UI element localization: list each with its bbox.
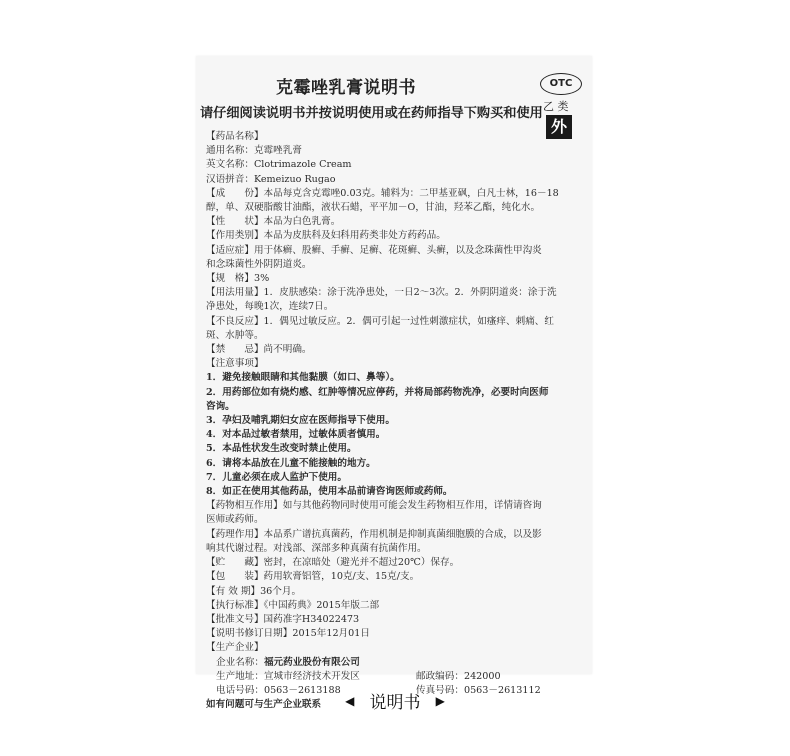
company-address-line: [206, 670, 590, 684]
otc-mark: OTC: [540, 73, 582, 95]
pager-label: 说明书: [369, 693, 421, 713]
warning-line: 咨询。: [206, 400, 235, 412]
address-label: 生产地址：: [216, 670, 264, 682]
text-line: 【药理作用】本品系广谱抗真菌药，作用机制是抑制真菌细胞膜的合成，以及影: [206, 528, 542, 540]
text-line: 和念珠菌性外阴阴道炎。: [206, 258, 312, 270]
section-heading: 【生产企业】: [206, 642, 264, 654]
company-name-label: 企业名称：: [216, 656, 264, 668]
text-line: 【规 格】3%: [206, 273, 270, 285]
instruction-body: [206, 130, 590, 712]
text-line: 【包 装】药用软膏铝管，10克/支、15克/支。: [206, 571, 420, 583]
company-name-line: [206, 656, 590, 670]
contact-note: 如有问题可与生产企业联系: [206, 699, 322, 711]
text-line: 【说明书修订日期】2015年12月01日: [206, 628, 370, 640]
document-subtitle: 请仔细阅读说明书并按说明使用或在药师指导下购买和使用: [200, 106, 543, 121]
phone-label: 电话号码：: [216, 684, 264, 696]
external-use-badge: 外: [546, 115, 572, 139]
postcode-label: 邮政编码：: [416, 670, 464, 682]
warning-line: 1．避免接触眼睛和其他黏膜（如口、鼻等）。: [206, 372, 400, 384]
text-line: 英文名称：Clotrimazole Cream: [206, 159, 352, 171]
warning-line: 7．儿童必须在成人监护下使用。: [206, 471, 347, 483]
text-line: 医师或药师。: [206, 514, 264, 526]
text-line: 【禁 忌】尚不明确。: [206, 344, 312, 356]
text-line: 【批准文号】国药准字H34022473: [206, 613, 360, 625]
text-line: 汉语拼音：Kemeizuo Rugao: [206, 173, 336, 185]
text-line: 醇，单、双硬脂酸甘油酯，液状石蜡，平平加－O，甘油，羟苯乙酯，纯化水。: [206, 202, 541, 214]
section-heading: 【药品名称】: [206, 131, 264, 142]
warning-line: 3．孕妇及哺乳期妇女应在医师指导下使用。: [206, 415, 395, 427]
fax-label: 传真号码：: [416, 684, 464, 696]
text-line: 通用名称：克霉唑乳膏: [206, 145, 302, 157]
text-line: 【适应症】用于体癣、股癣、手癣、足癣、花斑癣、头癣，以及念珠菌性甲沟炎: [206, 244, 542, 256]
postcode-value: 242000: [463, 670, 501, 682]
text-line: 【性 状】本品为白色乳膏。: [206, 216, 341, 228]
prev-arrow-icon[interactable]: ◀: [345, 693, 355, 708]
next-arrow-icon[interactable]: ▶: [435, 693, 445, 708]
fax-value: 0563－2613112: [463, 684, 541, 696]
warning-line: 2．用药部位如有烧灼感、红肿等情况应停药，并将局部药物洗净，必要时向医师: [206, 386, 549, 398]
text-line: 【作用类别】本品为皮肤科及妇科用药类非处方药药品。: [206, 230, 446, 242]
document-title: 克霉唑乳膏说明书: [276, 78, 416, 98]
company-name: 福元药业股份有限公司: [263, 656, 360, 668]
phone-value: 0563－2613188: [263, 684, 341, 696]
text-line: 【贮 藏】密封，在凉暗处（避光并不超过20℃）保存。: [206, 557, 460, 569]
text-line: 【成 份】本品每克含克霉唑0.03克。辅料为：二甲基亚砜，白凡士林，16－18: [206, 187, 559, 199]
warning-line: 5．本品性状发生改变时禁止使用。: [206, 443, 357, 455]
text-line: 【用法用量】1．皮肤感染：涂于洗净患处，一日2～3次。2．外阴阴道炎：涂于洗: [206, 287, 557, 299]
address-value: 宣城市经济技术开发区: [263, 670, 360, 682]
otc-class-label: 乙 类: [543, 100, 569, 113]
section-heading: 【注意事项】: [206, 358, 264, 370]
text-line: 【药物相互作用】如与其他药物同时使用可能会发生药物相互作用，详情请咨询: [206, 500, 542, 512]
text-line: 【不良反应】1．偶见过敏反应。2．偶可引起一过性刺激症状，如瘙痒、刺痛、红: [206, 315, 554, 327]
warning-line: 8．如正在使用其他药品，使用本品前请咨询医师或药师。: [206, 486, 453, 498]
text-line: 【有 效 期】36个月。: [206, 585, 302, 597]
warning-line: 4．对本品过敏者禁用，过敏体质者慎用。: [206, 429, 386, 441]
text-line: 净患处，每晚1次，连续7日。: [206, 301, 334, 313]
warning-line: 6．请将本品放在儿童不能接触的地方。: [206, 457, 376, 469]
text-line: 响其代谢过程。对浅部、深部多种真菌有抗菌作用。: [206, 542, 427, 554]
text-line: 【执行标准】《中国药典》2015年版二部: [206, 599, 380, 611]
text-line: 斑、水肿等。: [206, 329, 264, 341]
pager: [0, 688, 790, 713]
